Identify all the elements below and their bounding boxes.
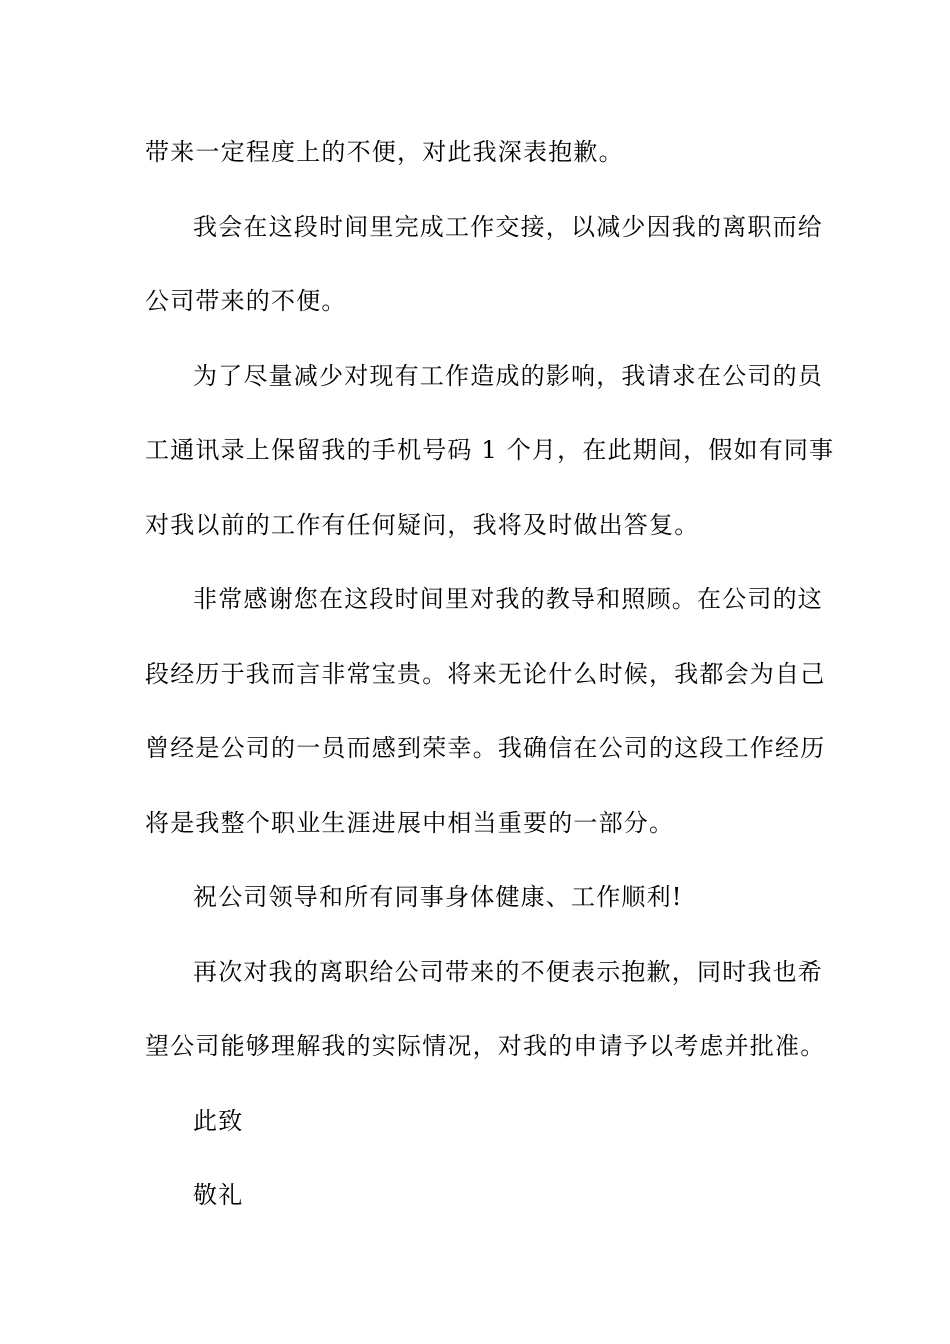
text-line: 带来一定程度上的不便，对此我深表抱歉。 (145, 138, 624, 166)
text-line: 对我以前的工作有任何疑问，我将及时做出答复。 (145, 511, 700, 539)
text-line: 段经历于我而言非常宝贵。将来无论什么时候，我都会为自己 (145, 660, 826, 688)
text-line: 工通讯录上保留我的手机号码 1 个月，在此期间，假如有同事 (145, 436, 835, 464)
text-line: 将是我整个职业生涯进展中相当重要的一部分。 (145, 809, 675, 837)
closing-regards: 敬礼 (193, 1181, 244, 1209)
closing-salutation: 此致 (193, 1107, 244, 1135)
text-line: 望公司能够理解我的实际情况，对我的申请予以考虑并批准。 (145, 1032, 826, 1060)
text-line: 非常感谢您在这段时间里对我的教导和照顾。在公司的这 (193, 585, 823, 613)
text-line: 祝公司领导和所有同事身体健康、工作顺利! (193, 883, 683, 911)
text-line: 再次对我的离职给公司带来的不便表示抱歉，同时我也希 (193, 958, 823, 986)
text-line: 我会在这段时间里完成工作交接，以减少因我的离职而给 (193, 213, 823, 241)
text-line: 曾经是公司的一员而感到荣幸。我确信在公司的这段工作经历 (145, 734, 826, 762)
text-line: 公司带来的不便。 (145, 287, 347, 315)
text-line: 为了尽量减少对现有工作造成的影响，我请求在公司的员 (193, 362, 823, 390)
